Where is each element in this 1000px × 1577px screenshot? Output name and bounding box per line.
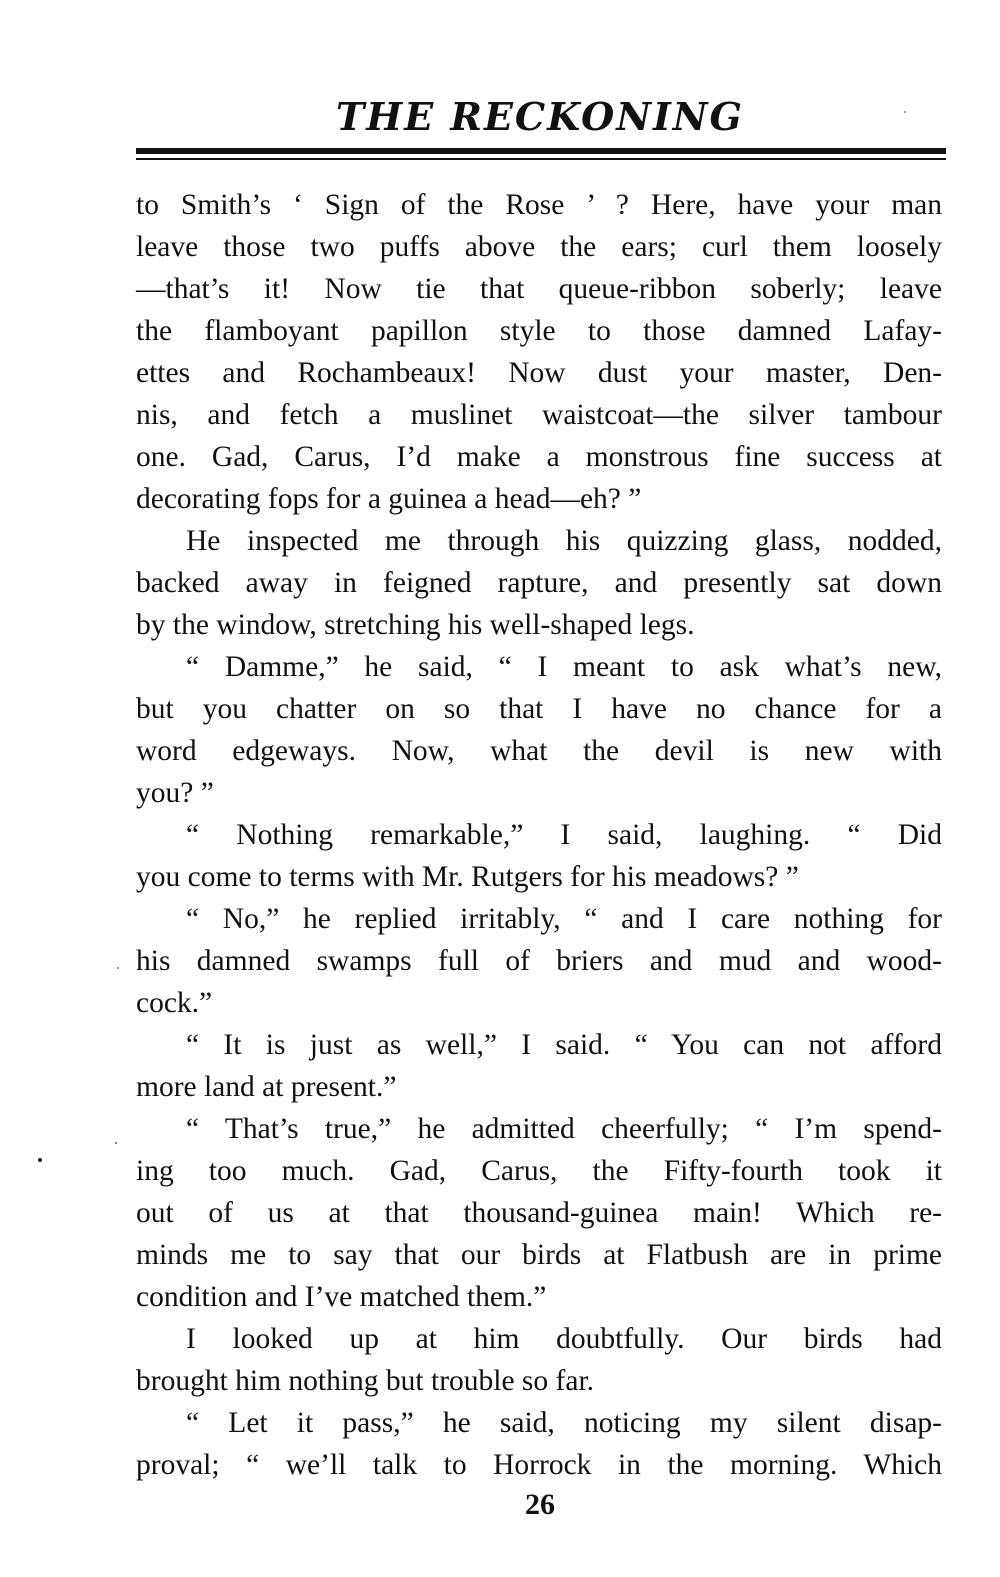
scan-speck [115,1142,117,1144]
text-line: you? ” [136,777,214,809]
running-title: THE RECKONING [336,94,744,139]
text-line: nis, and fetch a muslinet waistcoat—the silver tambour [136,399,942,431]
text-line: cock.” [136,987,213,1019]
text-line: I looked up at him doubtfully. Our birds had [186,1323,942,1355]
text-line: but you chatter on so that I have no chance for a [136,693,942,725]
page-number: 26 [525,1488,555,1521]
text-line: word edgeways. Now, what the devil is new with [136,735,942,767]
text-line: “ That’s true,” he admitted cheerfully; “ I’m spend- [186,1113,942,1145]
text-line: “ Let it pass,” he said, noticing my silent disap- [186,1407,942,1439]
text-line: to Smith’s ‘ Sign of the Rose ’ ? Here, have your man [136,189,942,221]
text-line: He inspected me through his quizzing glass, nodded, [186,525,942,557]
text-line: by the window, stretching his well-shaped legs. [136,609,695,641]
text-line: “ No,” he replied irritably, “ and I care nothing for [186,903,942,935]
text-line: —that’s it! Now tie that queue-ribbon soberly; leave [136,273,942,305]
scan-speck [117,967,119,969]
text-line: condition and I’ve matched them.” [136,1281,547,1313]
text-line: ing too much. Gad, Carus, the Fifty-fourth took it [136,1155,942,1187]
text-line: “ It is just as well,” I said. “ You can not afford [186,1029,942,1061]
text-line: you come to terms with Mr. Rutgers for his meadows? ” [136,861,799,893]
text-line: leave those two puffs above the ears; curl them loosely [136,231,942,263]
body-text [136,184,942,1486]
header-rule-thick [136,148,946,154]
text-line: the flamboyant papillon style to those damned Lafay- [136,315,942,347]
text-line: out of us at that thousand-guinea main! Which re- [136,1197,942,1229]
text-line: ettes and Rochambeaux! Now dust your master, Den- [136,357,942,389]
text-line: one. Gad, Carus, I’d make a monstrous fine success at [136,441,942,473]
text-line: brought him nothing but trouble so far. [136,1365,595,1397]
text-line: “ Nothing remarkable,” I said, laughing. “ Did [186,819,942,851]
text-line: “ Damme,” he said, “ I meant to ask what’s new, [186,651,942,683]
text-line: proval; “ we’ll talk to Horrock in the morning. Which [136,1449,942,1481]
text-line: backed away in feigned rapture, and presently sat down [136,567,942,599]
text-line: decorating fops for a guinea a head—eh? ” [136,483,642,515]
text-line: minds me to say that our birds at Flatbush are in prime [136,1239,942,1271]
header-rule-thin [136,158,946,160]
text-line: more land at present.” [136,1071,397,1103]
scan-speck [38,1158,42,1162]
text-line: his damned swamps full of briers and mud and wood- [136,945,942,977]
